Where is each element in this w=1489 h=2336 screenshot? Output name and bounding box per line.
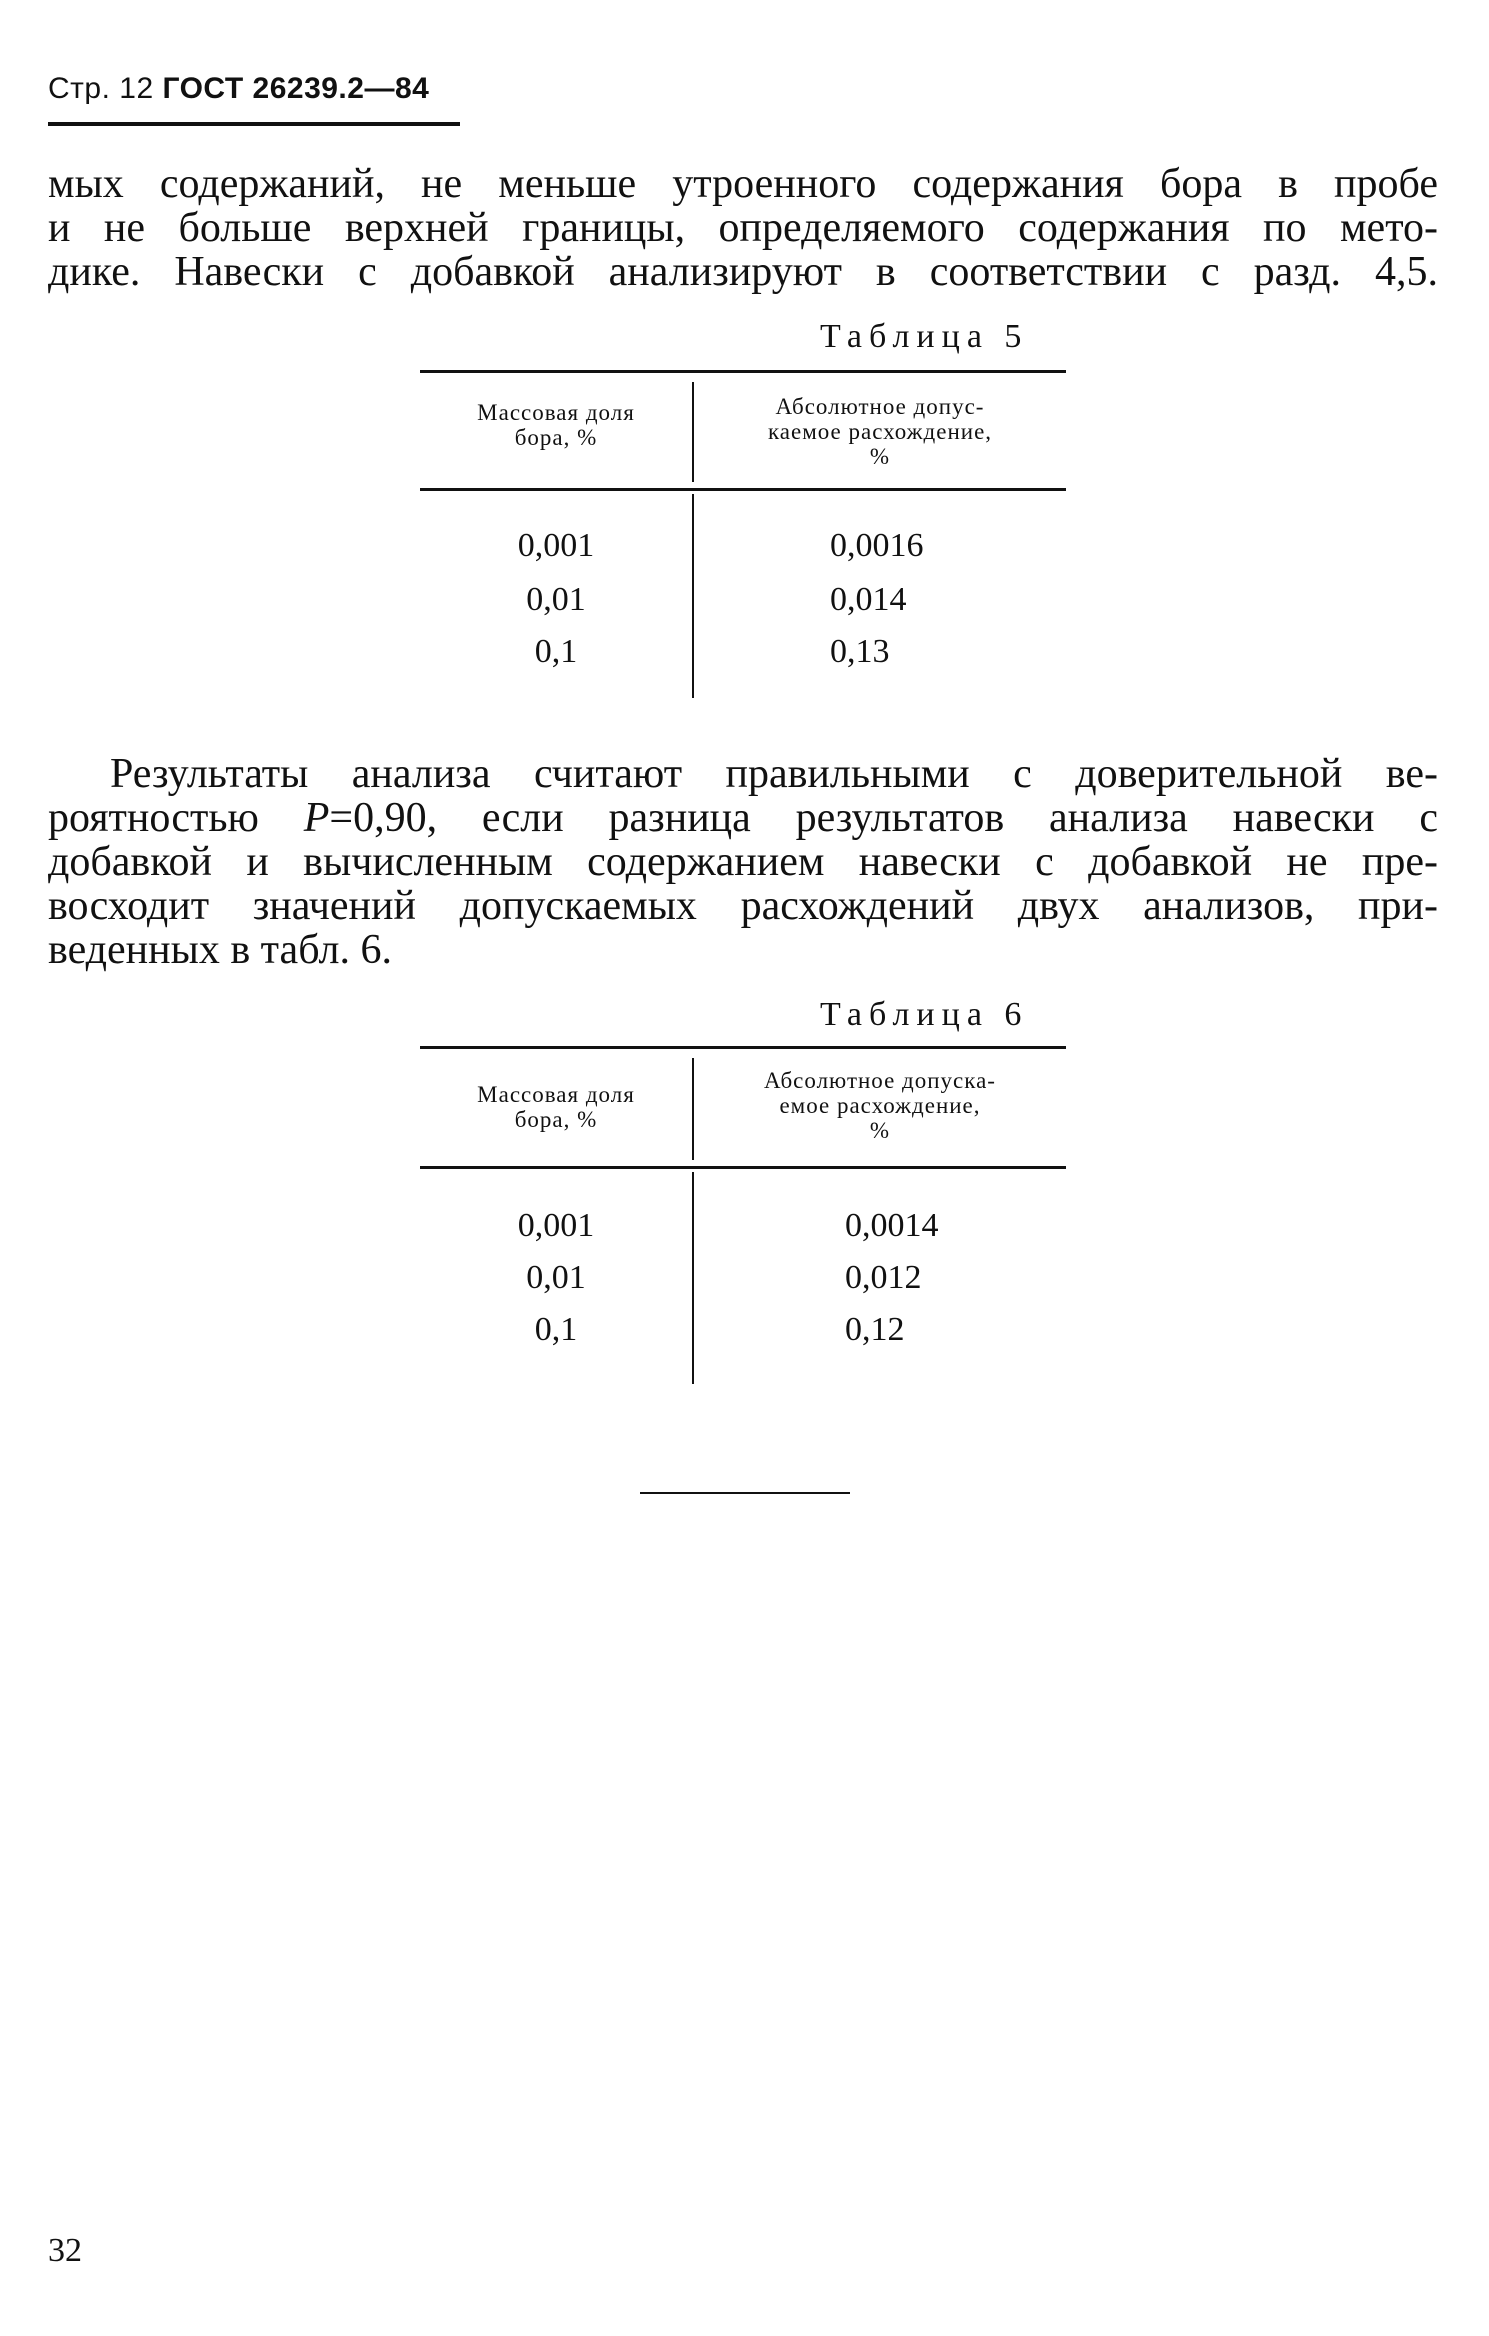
- paragraph-2-line-2: [48, 796, 1438, 840]
- table-5: [420, 370, 1066, 700]
- table-5-body-divider: [692, 494, 694, 698]
- table-5-top-rule: [420, 370, 1066, 373]
- page-header: [48, 72, 429, 106]
- table-5-row-1-discrepancy: 0,0016: [830, 527, 924, 564]
- table-6-header-discrepancy: [694, 1068, 1066, 1143]
- table-5-row-2-discrepancy: 0,014: [830, 581, 907, 618]
- table-6-row-2-discrepancy: 0,012: [845, 1259, 922, 1296]
- header-line: Массовая доля: [477, 400, 635, 425]
- section-end-rule: [640, 1492, 850, 1494]
- table-6-row-1-mass-fraction: 0,001: [517, 1207, 595, 1244]
- text-run: =0,90, если разница результатов анализа навески с: [329, 795, 1438, 841]
- paragraph-1-line-1: мых содержаний, не меньше утроенного содержания бора в пробе: [48, 161, 1438, 207]
- paragraph-1-line-2: и не больше верхней границы, определяемого содержания по мето-: [48, 205, 1438, 251]
- paragraph-2-line-1: Результаты анализа считают правильными с доверительной ве-: [110, 751, 1438, 797]
- header-line: емое расхождение,: [779, 1093, 981, 1118]
- paragraph-1-line-3: дике. Навески с добавкой анализируют в соответствии с разд. 4,5.: [48, 249, 1438, 295]
- header-line: %: [869, 444, 891, 469]
- standard-number: ГОСТ 26239.2—84: [162, 72, 430, 105]
- page-label: Стр. 12: [48, 72, 154, 105]
- table-6-top-rule: [420, 1046, 1066, 1049]
- table-5-row-1-mass-fraction: 0,001: [517, 527, 595, 564]
- header-line: %: [869, 1118, 891, 1143]
- header-line: Массовая доля: [477, 1082, 635, 1107]
- header-line: Абсолютное допуска-: [764, 1068, 996, 1093]
- table-5-header-rule: [420, 488, 1066, 491]
- paragraph-2-line-5: веденных в табл. 6.: [48, 927, 392, 973]
- header-line: бора, %: [514, 1107, 598, 1132]
- header-line: каемое расхождение,: [767, 419, 993, 444]
- table-5-header-discrepancy: [694, 394, 1066, 469]
- header-line: Абсолютное допус-: [775, 394, 985, 419]
- page-number: 32: [48, 2232, 82, 2269]
- variable-p: P: [303, 795, 330, 841]
- table-6-row-3-mass-fraction: 0,1: [534, 1311, 578, 1348]
- table-6: [420, 1046, 1066, 1386]
- header-line: бора, %: [514, 425, 598, 450]
- table-6-row-3-discrepancy: 0,12: [845, 1311, 905, 1348]
- table-6-row-2-mass-fraction: 0,01: [526, 1259, 586, 1296]
- table-6-body-divider: [692, 1172, 694, 1384]
- table-5-row-3-mass-fraction: 0,1: [534, 633, 578, 670]
- table-6-caption: Таблица 6: [820, 996, 1029, 1033]
- paragraph-2-line-3: добавкой и вычисленным содержанием навески с добавкой не пре-: [48, 839, 1438, 885]
- table-5-row-3-discrepancy: 0,13: [830, 633, 890, 670]
- table-5-caption: Таблица 5: [820, 318, 1029, 355]
- table-6-header-mass-fraction: [420, 1082, 692, 1132]
- table-6-header-rule: [420, 1166, 1066, 1169]
- header-rule: [48, 122, 460, 126]
- text-run: роятностью: [48, 795, 304, 841]
- table-6-row-1-discrepancy: 0,0014: [845, 1207, 939, 1244]
- table-5-row-2-mass-fraction: 0,01: [526, 581, 586, 618]
- paragraph-2-line-4: восходит значений допускаемых расхождений двух анализов, при-: [48, 883, 1438, 929]
- table-5-header-mass-fraction: [420, 400, 692, 450]
